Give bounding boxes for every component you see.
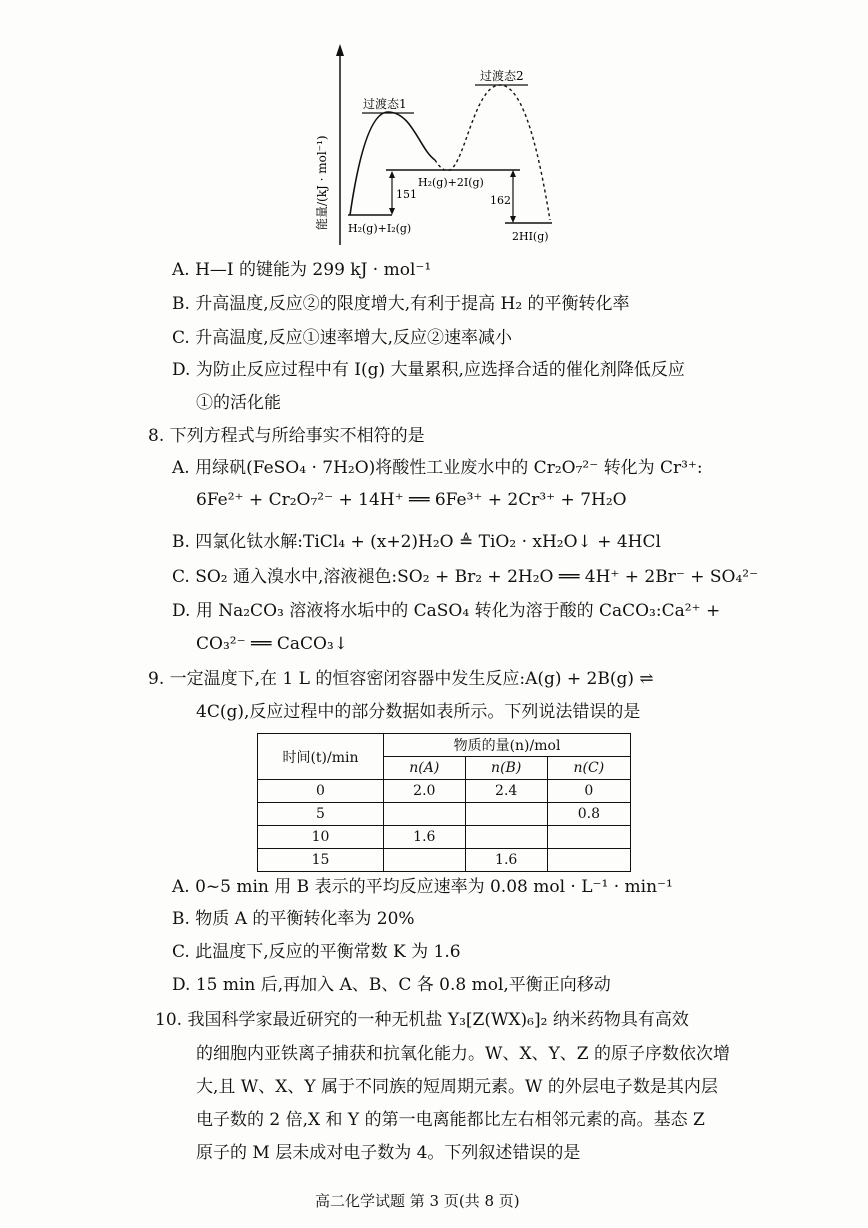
q9-option-d: D. 15 min 后,再加入 A、B、C 各 0.8 mol,平衡正向移动 — [172, 975, 611, 995]
q8-stem: 8. 下列方程式与所给事实不相符的是 — [148, 426, 425, 446]
sub-header-a: n(A) — [384, 757, 466, 780]
q7-option-b: B. 升高温度,反应②的限度增大,有利于提高 H₂ 的平衡转化率 — [172, 294, 630, 314]
q7-option-d-line1: D. 为防止反应过程中有 I(g) 大量累积,应选择合适的催化剂降低反应 — [172, 360, 685, 380]
cell: 2.4 — [465, 780, 547, 803]
cell — [384, 803, 466, 826]
q9-stem-line1: 9. 一定温度下,在 1 L 的恒容密闭容器中发生反应:A(g) + 2B(g) ⇌ — [148, 669, 654, 689]
sub-header-b: n(B) — [465, 757, 547, 780]
q10-line3: 大,且 W、X、Y 属于不同族的短周期元素。W 的外层电子数是其内层 — [196, 1077, 718, 1097]
sub-header-c: n(C) — [547, 757, 630, 780]
ts1-label: 过渡态1 — [363, 97, 407, 111]
q7-option-a: A. H—I 的键能为 299 kJ · mol⁻¹ — [172, 260, 432, 280]
ylabel: 能量/(kJ · mol⁻¹) — [315, 135, 329, 230]
table-row — [258, 780, 631, 803]
page-footer: 高二化学试题 第 3 页(共 8 页) — [315, 1192, 520, 1210]
intermediate-label: H₂(g)+2I(g) — [418, 176, 484, 189]
col-group-header: 物质的量(n)/mol — [384, 734, 631, 757]
gap2-label: 162 — [490, 194, 511, 207]
cell: 15 — [258, 849, 384, 872]
q9-option-c: C. 此温度下,反应的平衡常数 K 为 1.6 — [172, 942, 461, 962]
cell: 0 — [547, 780, 630, 803]
q9-data-table — [257, 733, 631, 872]
q10-line4: 电子数的 2 倍,X 和 Y 的第一电离能都比左右相邻元素的高。基态 Z — [196, 1110, 705, 1130]
cell — [465, 826, 547, 849]
cell: 1.6 — [465, 849, 547, 872]
q9-option-b: B. 物质 A 的平衡转化率为 20% — [172, 909, 415, 929]
q10-line2: 的细胞内亚铁离子捕获和抗氧化能力。W、X、Y、Z 的原子序数依次增 — [196, 1044, 731, 1064]
table-row — [258, 849, 631, 872]
cell: 10 — [258, 826, 384, 849]
energy-diagram — [300, 40, 570, 250]
cell — [547, 849, 630, 872]
cell: 0.8 — [547, 803, 630, 826]
col-time-header: 时间(t)/min — [258, 734, 384, 780]
cell — [547, 826, 630, 849]
q8-option-d-line2: CO₃²⁻ ══ CaCO₃↓ — [196, 634, 348, 654]
q9-stem-line2: 4C(g),反应过程中的部分数据如表所示。下列说法错误的是 — [196, 702, 641, 722]
table-row — [258, 803, 631, 826]
cell: 5 — [258, 803, 384, 826]
cell: 1.6 — [384, 826, 466, 849]
cell — [384, 849, 466, 872]
cell: 0 — [258, 780, 384, 803]
cell: 2.0 — [384, 780, 466, 803]
table-row — [258, 826, 631, 849]
q10-line1: 10. 我国科学家最近研究的一种无机盐 Y₃[Z(WX)₆]₂ 纳米药物具有高效 — [155, 1010, 689, 1030]
q8-option-d-line1: D. 用 Na₂CO₃ 溶液将水垢中的 CaSO₄ 转化为溶于酸的 CaCO₃:Ca²⁺ + — [172, 601, 721, 621]
cell — [465, 803, 547, 826]
q8-option-c: C. SO₂ 通入溴水中,溶液褪色:SO₂ + Br₂ + 2H₂O ══ 4H⁺ + 2Br⁻ + SO₄²⁻ — [172, 567, 759, 587]
gap1-label: 151 — [396, 188, 417, 201]
q8-option-b: B. 四氯化钛水解:TiCl₄ + (x+2)H₂O ≜ TiO₂ · xH₂O↓ + 4HCl — [172, 532, 661, 552]
q8-option-a-line2: 6Fe²⁺ + Cr₂O₇²⁻ + 14H⁺ ══ 6Fe³⁺ + 2Cr³⁺ + 7H₂O — [196, 490, 627, 510]
q7-option-d-line2: ①的活化能 — [196, 393, 281, 413]
ts2-label: 过渡态2 — [480, 69, 524, 83]
reactants-label: H₂(g)+I₂(g) — [348, 222, 412, 235]
products-label: 2HI(g) — [512, 230, 549, 243]
q10-line5: 原子的 M 层未成对电子数为 4。下列叙述错误的是 — [196, 1143, 581, 1163]
q7-option-c: C. 升高温度,反应①速率增大,反应②速率减小 — [172, 328, 513, 348]
q8-option-a-line1: A. 用绿矾(FeSO₄ · 7H₂O)将酸性工业废水中的 Cr₂O₇²⁻ 转化为 Cr³⁺: — [172, 458, 703, 478]
q9-option-a: A. 0~5 min 用 B 表示的平均反应速率为 0.08 mol · L⁻¹ · min⁻¹ — [172, 877, 673, 897]
